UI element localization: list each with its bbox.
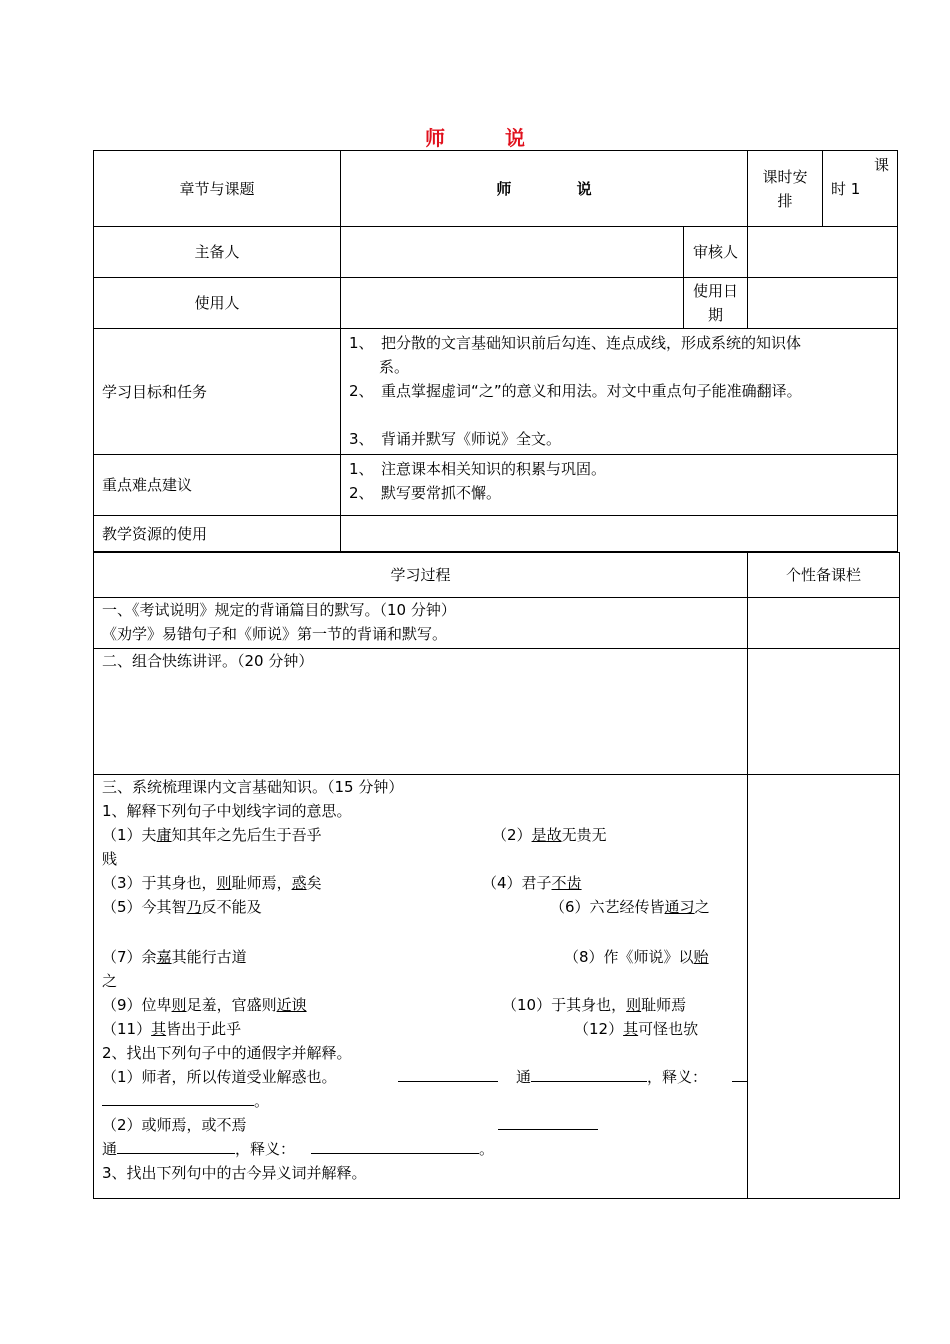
q1-item-12: （12）其可怪也欤 xyxy=(574,1020,699,1038)
notes-cell xyxy=(748,649,900,775)
q2-title: 2、找出下列句子中的通假字并解释。 xyxy=(102,1044,352,1062)
hours-label: 课时安排 xyxy=(748,151,823,227)
goals-list xyxy=(341,329,898,455)
key-label: 重点难点建议 xyxy=(94,455,341,516)
notes-cell xyxy=(748,598,900,649)
section-2: 二、组合快练讲评。（20 分钟） xyxy=(94,649,748,775)
q1-item-8: （8）作《师说》以贻 xyxy=(564,948,709,966)
q1-item-7: （7）余嘉其能行古道 xyxy=(102,948,247,966)
q2-blank-1 xyxy=(398,1065,498,1089)
chapter-value-text: 师 说 xyxy=(496,179,592,198)
hours-value-line1: 课 xyxy=(874,156,890,174)
q2-blank-2 xyxy=(732,1065,748,1089)
goal-item: 2、 重点掌握虚词“之”的意义和用法。对文中重点句子能准确翻译。 xyxy=(349,382,802,400)
notes-cell xyxy=(748,775,900,1199)
q2-item-1: （1）师者，所以传道受业解惑也。 xyxy=(102,1068,337,1086)
q1-item-3: （3）于其身也，则耻师焉，惑矣 xyxy=(102,874,322,892)
process-table xyxy=(93,552,900,1199)
process-header: 学习过程 xyxy=(94,553,748,598)
goal-item: 系。 xyxy=(379,358,410,376)
q2-row-2 xyxy=(102,1113,739,1137)
q1-row xyxy=(102,993,739,1017)
q1-row xyxy=(102,871,739,895)
key-list xyxy=(341,455,898,516)
date-label: 使用日期 xyxy=(684,278,748,329)
section-3-title: 三、系统梳理课内文言基础知识。（15 分钟） xyxy=(102,778,404,796)
q1-row xyxy=(102,895,739,919)
q1-item-9: （9）位卑则足羞，官盛则近谀 xyxy=(102,996,307,1014)
resources-value xyxy=(341,516,898,552)
hours-value xyxy=(823,151,898,227)
section-1-line-2: 《劝学》易错句子和《师说》第一节的背诵和默写。 xyxy=(102,625,448,643)
goals-label: 学习目标和任务 xyxy=(94,329,341,455)
goal-item: 1、 把分散的文言基础知识前后勾连、连点成线，形成系统的知识体 xyxy=(349,334,802,352)
title-char-2: 说 xyxy=(505,126,525,150)
key-item: 1、 注意课本相关知识的积累与巩固。 xyxy=(349,460,607,478)
resources-label: 教学资源的使用 xyxy=(94,516,341,552)
reviewer-value xyxy=(748,227,898,278)
q2-item-2: （2）或师焉，或不焉 xyxy=(102,1116,247,1134)
q1-item-11: （11）其皆出于此乎 xyxy=(102,1020,242,1038)
date-value xyxy=(748,278,898,329)
chapter-label: 章节与课题 xyxy=(94,151,341,227)
preparer-label: 主备人 xyxy=(94,227,341,278)
user-value xyxy=(341,278,684,329)
section-1-line-1: 一、《考试说明》规定的背诵篇目的默写。（10 分钟） xyxy=(102,601,456,619)
q1-item-1-cont: 贱 xyxy=(102,850,118,868)
q1-row xyxy=(102,1017,739,1041)
q2-tong-1: 通 ，释义： xyxy=(516,1065,707,1089)
q1-item-2: （2）是故无贵无 xyxy=(492,826,607,844)
q3-title: 3、找出下列句中的古今异义词并解释。 xyxy=(102,1164,367,1182)
goal-item: 3、 背诵并默写《师说》全文。 xyxy=(349,430,562,448)
section-3 xyxy=(94,775,748,1199)
preparer-value xyxy=(341,227,684,278)
q1-item-1: （1）夫庸知其年之先后生于吾乎 xyxy=(102,826,322,844)
section-1 xyxy=(94,598,748,649)
q1-row xyxy=(102,823,739,847)
notes-header: 个性备课栏 xyxy=(748,553,900,598)
q1-item-4: （4）君子不齿 xyxy=(482,874,582,892)
q2-row-1 xyxy=(102,1065,739,1089)
q2-row-1-cont: 。 xyxy=(102,1089,739,1113)
q1-item-6: （6）六艺经传皆通习之 xyxy=(550,898,710,916)
q1-title: 1、解释下列句子中划线字词的意思。 xyxy=(102,802,352,820)
user-label: 使用人 xyxy=(94,278,341,329)
reviewer-label: 审核人 xyxy=(684,227,748,278)
chapter-value xyxy=(341,151,748,227)
key-item: 2、 默写要常抓不懈。 xyxy=(349,484,502,502)
q2-row-2-cont: 通 ，释义： 。 xyxy=(102,1137,739,1161)
page-title xyxy=(0,122,950,151)
lesson-info-table xyxy=(93,150,898,552)
title-char-1: 师 xyxy=(425,126,445,150)
hours-value-line2: 时 1 xyxy=(831,180,861,198)
q1-item-8-cont: 之 xyxy=(102,972,118,990)
q1-item-5: （5）今其智乃反不能及 xyxy=(102,898,262,916)
q2-blank-3 xyxy=(498,1113,598,1137)
q1-row xyxy=(102,945,739,969)
q1-item-10: （10）于其身也，则耻师焉 xyxy=(502,996,687,1014)
